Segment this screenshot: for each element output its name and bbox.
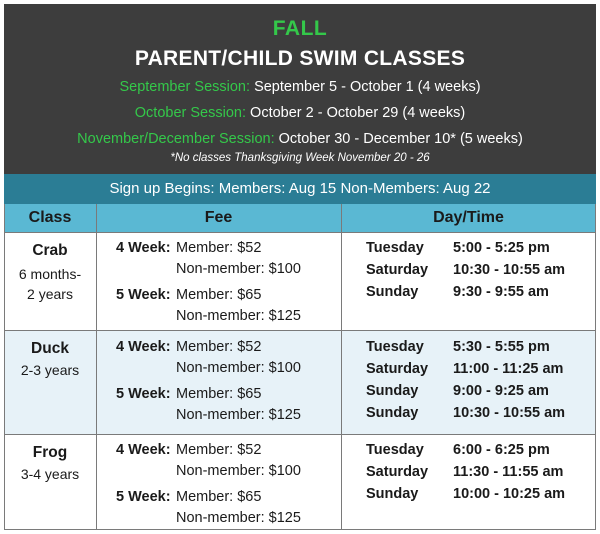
fee-nonmember: Non-member: $125 xyxy=(176,510,301,526)
fee-week-label: 4 Week: xyxy=(116,240,171,256)
slot-day: Sunday xyxy=(366,284,419,300)
holiday-note: *No classes Thanksgiving Week November 20 - 26 xyxy=(170,152,430,164)
slot-time: 6:00 - 6:25 pm xyxy=(453,442,550,458)
time-slot xyxy=(366,284,549,300)
schedule-table xyxy=(4,204,596,530)
fee-member: Member: $65 xyxy=(176,287,262,303)
class-name: Duck xyxy=(31,340,69,357)
slot-day: Sunday xyxy=(366,383,419,399)
session-november-december xyxy=(4,131,596,147)
time-slot xyxy=(366,442,550,458)
flyer-header xyxy=(4,4,596,174)
class-name: Frog xyxy=(32,444,68,461)
fee-5-week xyxy=(116,287,301,324)
class-age: 2 years xyxy=(27,286,73,302)
session-october xyxy=(4,105,596,121)
row-divider xyxy=(4,330,596,331)
fee-nonmember: Non-member: $100 xyxy=(176,360,301,376)
table-border xyxy=(595,204,596,530)
class-cell xyxy=(4,444,96,484)
time-slot xyxy=(366,464,563,480)
row-divider xyxy=(4,232,596,233)
fee-member: Member: $52 xyxy=(176,240,262,256)
session-label: November/December Session: xyxy=(77,131,275,147)
fee-nonmember: Non-member: $100 xyxy=(176,463,301,479)
column-header-fee: Fee xyxy=(96,204,341,232)
fee-week-label: 4 Week: xyxy=(116,442,171,458)
fee-4-week xyxy=(116,442,301,479)
fee-week-label: 5 Week: xyxy=(116,386,171,402)
fee-member: Member: $65 xyxy=(176,489,262,505)
table-row-crab xyxy=(4,232,596,330)
column-header-class: Class xyxy=(4,204,96,232)
slot-day: Sunday xyxy=(366,486,419,502)
time-slot xyxy=(366,383,549,399)
table-row-frog xyxy=(4,434,596,530)
session-label: September Session: xyxy=(119,79,251,95)
fee-week-label: 5 Week: xyxy=(116,489,171,505)
slot-time: 10:30 - 10:55 am xyxy=(453,262,566,278)
time-slot xyxy=(366,486,565,502)
class-cell xyxy=(4,340,96,380)
slot-day: Saturday xyxy=(366,464,429,480)
slot-day: Tuesday xyxy=(366,339,424,355)
fee-member: Member: $52 xyxy=(176,442,262,458)
time-slot xyxy=(366,339,550,355)
fee-4-week xyxy=(116,240,301,277)
table-row-duck xyxy=(4,330,596,434)
table-border xyxy=(4,529,596,530)
fee-nonmember: Non-member: $100 xyxy=(176,261,301,277)
time-slot xyxy=(366,361,563,377)
fee-member: Member: $65 xyxy=(176,386,262,402)
time-slot xyxy=(366,240,550,256)
slot-day: Saturday xyxy=(366,262,429,278)
slot-time: 5:00 - 5:25 pm xyxy=(453,240,550,256)
slot-day: Tuesday xyxy=(366,240,424,256)
session-dates: October 30 - December 10* (5 weeks) xyxy=(278,131,523,147)
column-header-daytime: Day/Time xyxy=(341,204,596,232)
table-border xyxy=(4,204,5,530)
slot-time: 9:30 - 9:55 am xyxy=(453,284,549,300)
column-divider xyxy=(96,204,97,530)
signup-banner: Sign up Begins: Members: Aug 15 Non-Members: Aug 22 xyxy=(4,174,596,204)
season-title: FALL xyxy=(272,17,328,40)
slot-day: Saturday xyxy=(366,361,429,377)
fee-nonmember: Non-member: $125 xyxy=(176,407,301,423)
session-label: October Session: xyxy=(134,105,247,121)
row-divider xyxy=(4,434,596,435)
session-september xyxy=(4,79,596,95)
fee-week-label: 4 Week: xyxy=(116,339,171,355)
slot-time: 10:00 - 10:25 am xyxy=(453,486,566,502)
fee-4-week xyxy=(116,339,301,376)
slot-time: 10:30 - 10:55 am xyxy=(453,405,566,421)
time-slot xyxy=(366,262,565,278)
fee-5-week xyxy=(116,386,301,423)
class-age: 3-4 years xyxy=(20,466,80,482)
fee-nonmember: Non-member: $125 xyxy=(176,308,301,324)
fee-5-week xyxy=(116,489,301,526)
slot-day: Sunday xyxy=(366,405,419,421)
slot-day: Tuesday xyxy=(366,442,424,458)
session-dates: September 5 - October 1 (4 weeks) xyxy=(254,79,481,95)
class-name: Crab xyxy=(32,242,68,259)
session-dates: October 2 - October 29 (4 weeks) xyxy=(250,105,466,121)
class-age: 2-3 years xyxy=(20,362,80,378)
fee-member: Member: $52 xyxy=(176,339,262,355)
page-title: PARENT/CHILD SWIM CLASSES xyxy=(134,47,466,70)
class-age: 6 months- xyxy=(18,266,82,282)
class-cell xyxy=(4,242,96,304)
column-divider xyxy=(341,204,342,530)
slot-time: 5:30 - 5:55 pm xyxy=(453,339,550,355)
slot-time: 9:00 - 9:25 am xyxy=(453,383,549,399)
slot-time: 11:30 - 11:55 am xyxy=(453,464,564,480)
slot-time: 11:00 - 11:25 am xyxy=(453,361,564,377)
fee-week-label: 5 Week: xyxy=(116,287,171,303)
time-slot xyxy=(366,405,565,421)
